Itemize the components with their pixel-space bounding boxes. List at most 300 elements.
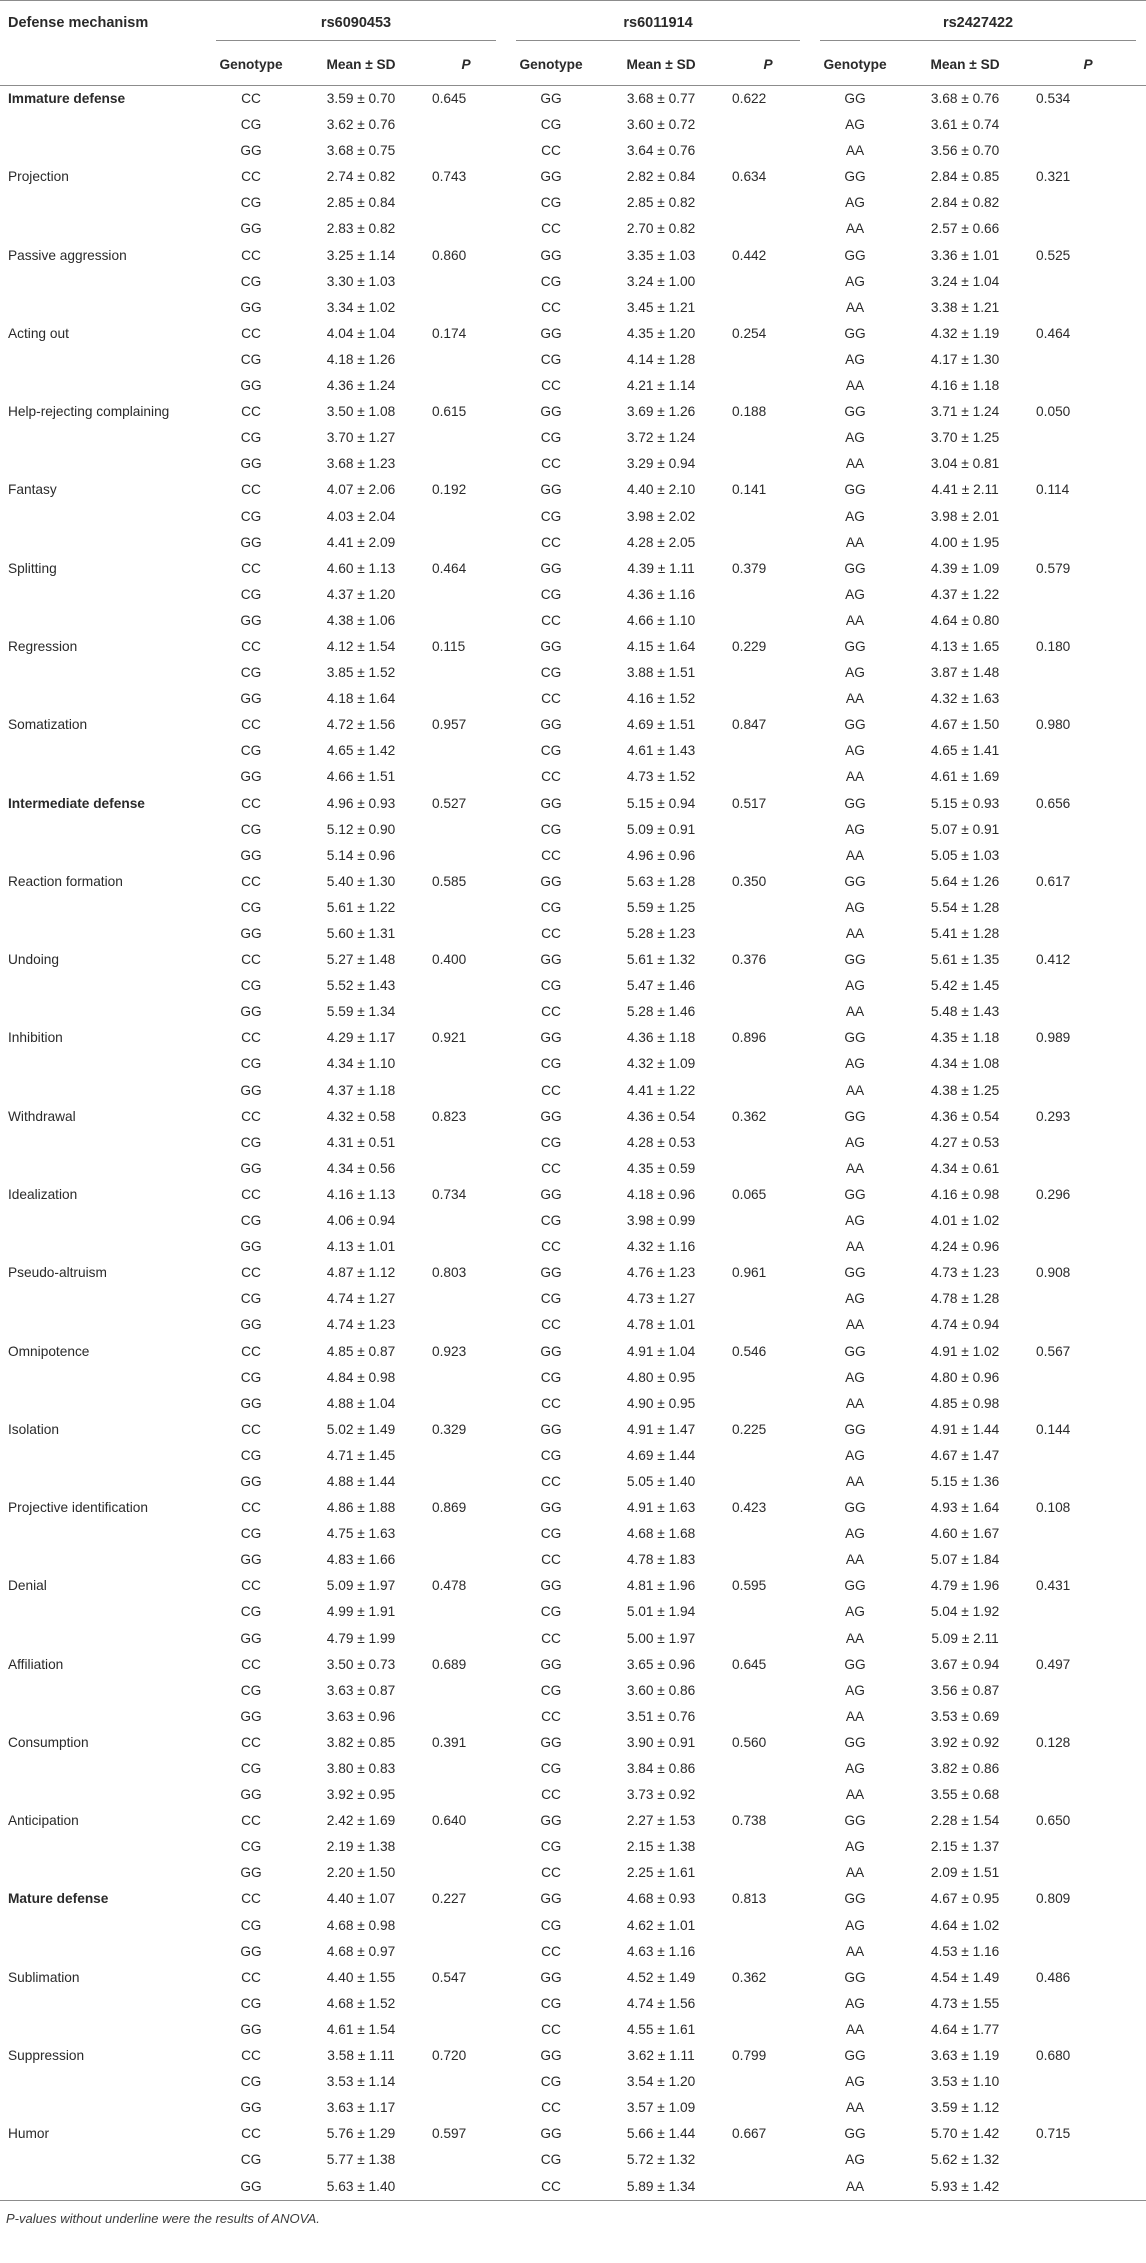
header-row-groups bbox=[0, 1, 1146, 46]
genotype-cell: CG bbox=[240, 978, 262, 994]
p-value-cell bbox=[726, 347, 810, 373]
table-row bbox=[0, 1443, 1146, 1469]
p-value-cell bbox=[426, 1391, 506, 1417]
mean-sd-cell: 4.41 ± 2.09 bbox=[326, 534, 396, 550]
mean-sd-cell: 4.27 ± 0.53 bbox=[930, 1134, 1000, 1150]
mean-sd-cell: 4.61 ± 1.54 bbox=[326, 2021, 396, 2037]
mean-sd-cell: 4.61 ± 1.69 bbox=[930, 769, 1000, 785]
p-value-cell bbox=[426, 1443, 506, 1469]
table-row bbox=[0, 477, 1146, 503]
p-value-cell: 0.114 bbox=[1036, 482, 1070, 498]
mean-sd-cell: 4.68 ± 0.93 bbox=[626, 1891, 696, 1907]
mean-sd-cell: 4.85 ± 0.98 bbox=[930, 1395, 1000, 1411]
mean-sd-cell: 4.66 ± 1.51 bbox=[326, 769, 396, 785]
p-value-cell bbox=[726, 1834, 810, 1860]
mean-sd-cell: 5.93 ± 1.42 bbox=[900, 2174, 1030, 2201]
mean-sd-cell: 4.53 ± 1.16 bbox=[930, 1943, 1000, 1959]
p-value-cell: 0.634 bbox=[732, 169, 767, 185]
mean-sd-cell: 2.74 ± 0.82 bbox=[326, 169, 396, 185]
table-row bbox=[0, 1678, 1146, 1704]
table-row bbox=[0, 764, 1146, 790]
mean-sd-cell: 4.16 ± 1.52 bbox=[626, 691, 696, 707]
genotype-cell: GG bbox=[240, 1708, 262, 1724]
mean-sd-cell: 4.37 ± 1.22 bbox=[930, 586, 1000, 602]
mean-sd-cell: 4.03 ± 2.04 bbox=[326, 508, 396, 524]
mean-sd-cell: 4.32 ± 1.16 bbox=[626, 1239, 696, 1255]
p-value-cell bbox=[426, 1234, 506, 1260]
defense-mechanism-cell bbox=[0, 1834, 206, 1860]
p-value-cell: 0.464 bbox=[1036, 325, 1071, 341]
p-value-cell bbox=[1030, 138, 1146, 164]
mean-sd-cell: 4.07 ± 2.06 bbox=[326, 482, 396, 498]
table-row bbox=[0, 425, 1146, 451]
genotype-cell: GG bbox=[844, 91, 866, 106]
genotype-cell: GG bbox=[240, 1473, 262, 1489]
genotype-cell: CG bbox=[240, 899, 262, 915]
genotype-cell: GG bbox=[540, 1265, 562, 1281]
p-value-cell: 0.896 bbox=[732, 1030, 767, 1046]
table-row bbox=[0, 1808, 1146, 1834]
genotype-cell: AA bbox=[845, 769, 865, 785]
genotype-cell: AG bbox=[845, 899, 865, 915]
mean-sd-cell: 5.61 ± 1.35 bbox=[930, 952, 1000, 968]
mean-sd-cell: 4.37 ± 1.20 bbox=[326, 586, 396, 602]
table-row bbox=[0, 1886, 1146, 1912]
mean-sd-cell: 2.70 ± 0.82 bbox=[626, 221, 696, 237]
footnote: P-values without underline were the results of ANOVA. bbox=[6, 2210, 320, 2226]
mean-sd-cell: 3.87 ± 1.48 bbox=[930, 665, 1000, 681]
genotype-cell: CG bbox=[540, 1213, 562, 1229]
mean-sd-cell: 4.96 ± 0.96 bbox=[626, 847, 696, 863]
genotype-cell: GG bbox=[844, 1186, 866, 1202]
p-value-cell: 0.478 bbox=[432, 1578, 467, 1594]
mean-sd-cell: 4.16 ± 0.98 bbox=[930, 1186, 1000, 1202]
mean-sd-cell: 4.31 ± 0.51 bbox=[326, 1134, 396, 1150]
mean-sd-cell: 4.67 ± 0.95 bbox=[930, 1891, 1000, 1907]
p-value-cell bbox=[726, 843, 810, 869]
genotype-cell: CG bbox=[540, 743, 562, 759]
header-group-label: rs2427422 bbox=[820, 6, 1136, 41]
p-value-cell: 0.615 bbox=[432, 404, 467, 420]
mean-sd-cell: 4.79 ± 1.99 bbox=[326, 1630, 396, 1646]
defense-mechanism-cell bbox=[0, 843, 206, 869]
mean-sd-cell: 4.35 ± 1.20 bbox=[626, 325, 696, 341]
mean-sd-cell: 4.40 ± 1.55 bbox=[326, 1969, 396, 1985]
genotype-cell: GG bbox=[540, 404, 562, 420]
mean-sd-cell: 4.99 ± 1.91 bbox=[326, 1604, 396, 1620]
p-value-cell bbox=[1030, 1913, 1146, 1939]
genotype-cell: CC bbox=[241, 91, 261, 106]
genotype-cell: CC bbox=[541, 1317, 561, 1333]
p-value-cell: 0.464 bbox=[432, 560, 467, 576]
p-value-cell bbox=[426, 347, 506, 373]
header-genotype: Genotype bbox=[219, 57, 283, 72]
defense-mechanism-cell bbox=[0, 1626, 206, 1652]
p-value-cell bbox=[726, 2174, 810, 2201]
mean-sd-cell: 5.63 ± 1.40 bbox=[296, 2174, 426, 2201]
mean-sd-cell: 4.71 ± 1.45 bbox=[326, 1447, 396, 1463]
p-value-cell: 0.640 bbox=[432, 1813, 467, 1829]
mean-sd-cell: 3.30 ± 1.03 bbox=[326, 273, 396, 289]
table-row bbox=[0, 2095, 1146, 2121]
header-group-rs6090453 bbox=[206, 1, 506, 46]
genotype-cell: GG bbox=[540, 1030, 562, 1046]
genotype-cell: GG bbox=[844, 1265, 866, 1281]
p-value-cell bbox=[1030, 686, 1146, 712]
p-value-cell bbox=[426, 2147, 506, 2173]
genotype-cell: CC bbox=[241, 404, 261, 420]
defense-mechanism-cell bbox=[0, 1521, 206, 1547]
genotype-cell: GG bbox=[844, 1578, 866, 1594]
genotype-cell: GG bbox=[540, 1421, 562, 1437]
p-value-cell bbox=[1030, 2095, 1146, 2121]
defense-mechanism-cell: Acting out bbox=[8, 325, 69, 341]
mean-sd-cell: 4.64 ± 0.80 bbox=[930, 612, 1000, 628]
genotype-cell: GG bbox=[540, 2048, 562, 2064]
p-value-cell: 0.908 bbox=[1036, 1265, 1071, 1281]
mean-sd-cell: 4.01 ± 1.02 bbox=[930, 1213, 1000, 1229]
header-defense-mechanism: Defense mechanism bbox=[8, 15, 149, 31]
header-mean-sd: Mean ± SD bbox=[930, 57, 1000, 72]
p-value-cell: 0.597 bbox=[432, 2126, 467, 2142]
genotype-cell: CG bbox=[240, 1291, 262, 1307]
mean-sd-cell: 5.61 ± 1.22 bbox=[326, 899, 396, 915]
p-value-cell bbox=[1030, 1208, 1146, 1234]
defense-mechanism-cell bbox=[0, 1782, 206, 1808]
mean-sd-cell: 3.64 ± 0.76 bbox=[626, 143, 696, 159]
mean-sd-cell: 4.80 ± 0.96 bbox=[930, 1369, 1000, 1385]
p-value-cell: 0.144 bbox=[1036, 1421, 1071, 1437]
genotype-cell: GG bbox=[240, 534, 262, 550]
genotype-cell: CC bbox=[541, 534, 561, 550]
genotype-cell: CG bbox=[240, 1604, 262, 1620]
p-value-cell: 0.128 bbox=[1036, 1734, 1071, 1750]
defense-mechanism-cell bbox=[0, 1130, 206, 1156]
p-value-cell bbox=[1030, 347, 1146, 373]
defense-mechanism-cell: Intermediate defense bbox=[8, 795, 145, 811]
p-value-cell: 0.689 bbox=[432, 1656, 467, 1672]
genotype-cell: CG bbox=[540, 1682, 562, 1698]
table-row bbox=[0, 1599, 1146, 1625]
p-value-cell bbox=[726, 1391, 810, 1417]
mean-sd-cell: 4.68 ± 1.68 bbox=[626, 1526, 696, 1542]
mean-sd-cell: 4.36 ± 0.54 bbox=[626, 1108, 696, 1124]
p-value-cell bbox=[726, 138, 810, 164]
mean-sd-cell: 5.28 ± 1.46 bbox=[626, 1004, 696, 1020]
genotype-cell: CC bbox=[241, 1891, 261, 1907]
p-value-cell bbox=[726, 1626, 810, 1652]
defense-mechanism-cell bbox=[0, 1991, 206, 2017]
mean-sd-cell: 4.72 ± 1.56 bbox=[326, 717, 396, 733]
defense-mechanism-cell: Projection bbox=[8, 169, 69, 185]
mean-sd-cell: 4.66 ± 1.10 bbox=[626, 612, 696, 628]
defense-mechanism-cell bbox=[0, 1078, 206, 1104]
table-row bbox=[0, 1391, 1146, 1417]
mean-sd-cell: 3.59 ± 1.12 bbox=[930, 2100, 1000, 2116]
table-row bbox=[0, 1965, 1146, 1991]
header-mean-sd: Mean ± SD bbox=[626, 57, 696, 72]
genotype-cell: CG bbox=[240, 1134, 262, 1150]
mean-sd-cell: 5.09 ± 1.97 bbox=[326, 1578, 396, 1594]
p-value-cell bbox=[1030, 1391, 1146, 1417]
table-row bbox=[0, 530, 1146, 556]
defense-mechanism-cell bbox=[0, 2069, 206, 2095]
mean-sd-cell: 2.57 ± 0.66 bbox=[930, 221, 1000, 237]
genotype-cell: AG bbox=[845, 665, 865, 681]
table-row bbox=[0, 1025, 1146, 1051]
defense-mechanism-cell bbox=[0, 1469, 206, 1495]
mean-sd-cell: 4.74 ± 0.94 bbox=[930, 1317, 1000, 1333]
mean-sd-cell: 4.91 ± 1.44 bbox=[930, 1421, 1000, 1437]
p-value-cell: 0.486 bbox=[1036, 1969, 1071, 1985]
mean-sd-cell: 4.75 ± 1.63 bbox=[326, 1526, 396, 1542]
p-value-cell bbox=[1030, 1704, 1146, 1730]
genotype-cell: GG bbox=[240, 1395, 262, 1411]
genotype-cell: CC bbox=[541, 769, 561, 785]
p-value-cell bbox=[726, 686, 810, 712]
defense-mechanism-cell: Splitting bbox=[8, 560, 57, 576]
defense-mechanism-cell bbox=[0, 1678, 206, 1704]
genotype-cell: CG bbox=[540, 1604, 562, 1620]
mean-sd-cell: 4.39 ± 1.11 bbox=[627, 560, 695, 576]
mean-sd-cell: 3.63 ± 0.87 bbox=[326, 1682, 396, 1698]
table-row bbox=[0, 1104, 1146, 1130]
defense-mechanism-cell bbox=[0, 1913, 206, 1939]
p-value-cell: 0.680 bbox=[1036, 2048, 1071, 2064]
p-value-cell: 0.174 bbox=[432, 325, 467, 341]
mean-sd-cell: 5.04 ± 1.92 bbox=[930, 1604, 1000, 1620]
p-value-cell: 0.595 bbox=[732, 1578, 767, 1594]
table-row bbox=[0, 686, 1146, 712]
mean-sd-cell: 4.83 ± 1.66 bbox=[326, 1552, 396, 1568]
p-value-cell: 0.622 bbox=[732, 91, 767, 106]
mean-sd-cell: 4.40 ± 2.10 bbox=[626, 482, 696, 498]
mean-sd-cell: 3.63 ± 1.17 bbox=[326, 2100, 396, 2116]
mean-sd-cell: 3.90 ± 0.91 bbox=[626, 1734, 696, 1750]
genotype-cell: AG bbox=[845, 1056, 865, 1072]
mean-sd-cell: 3.53 ± 1.14 bbox=[326, 2074, 396, 2090]
table-row bbox=[0, 634, 1146, 660]
table-row bbox=[0, 164, 1146, 190]
genotype-cell: AA bbox=[845, 2021, 865, 2037]
genotype-cell: GG bbox=[240, 1317, 262, 1333]
p-value-cell: 0.534 bbox=[1036, 91, 1071, 106]
genotype-cell: CG bbox=[540, 1056, 562, 1072]
mean-sd-cell: 4.16 ± 1.13 bbox=[326, 1186, 396, 1202]
p-value-cell bbox=[726, 2069, 810, 2095]
table-row bbox=[0, 1208, 1146, 1234]
genotype-cell: GG bbox=[240, 299, 262, 315]
defense-mechanism-cell bbox=[0, 1051, 206, 1077]
genotype-cell: GG bbox=[206, 2174, 296, 2201]
p-value-cell bbox=[1030, 1286, 1146, 1312]
p-value-cell bbox=[726, 2095, 810, 2121]
genotype-cell: CC bbox=[541, 1473, 561, 1489]
p-value-cell bbox=[426, 1365, 506, 1391]
table-row bbox=[0, 1652, 1146, 1678]
genotype-cell: AA bbox=[810, 2174, 900, 2201]
p-value-cell bbox=[726, 1051, 810, 1077]
p-value-cell bbox=[1030, 216, 1146, 242]
mean-sd-cell: 3.80 ± 0.83 bbox=[326, 1761, 396, 1776]
table-row bbox=[0, 1782, 1146, 1808]
defense-mechanism-cell bbox=[0, 1599, 206, 1625]
genotype-cell: CG bbox=[540, 821, 562, 837]
genotype-cell: GG bbox=[844, 638, 866, 654]
mean-sd-cell: 4.68 ± 0.98 bbox=[326, 1917, 396, 1933]
mean-sd-cell: 5.15 ± 1.36 bbox=[930, 1473, 1000, 1489]
mean-sd-cell: 5.76 ± 1.29 bbox=[326, 2126, 396, 2142]
p-value-cell: 0.379 bbox=[732, 560, 767, 576]
p-value-cell: 0.350 bbox=[732, 873, 767, 889]
genotype-cell: CC bbox=[541, 1082, 561, 1098]
p-value-cell bbox=[426, 2017, 506, 2043]
genotype-cell: CC bbox=[241, 1343, 261, 1359]
p-value-cell bbox=[426, 1051, 506, 1077]
p-value-cell: 0.188 bbox=[732, 404, 767, 420]
defense-mechanism-cell: Sublimation bbox=[8, 1969, 80, 1985]
p-value-cell bbox=[426, 843, 506, 869]
p-value-cell bbox=[726, 1913, 810, 1939]
p-value-cell: 0.329 bbox=[432, 1421, 467, 1437]
mean-sd-cell: 5.27 ± 1.48 bbox=[326, 952, 396, 968]
p-value-cell: 0.734 bbox=[432, 1186, 467, 1202]
p-value-cell bbox=[1030, 999, 1146, 1025]
mean-sd-cell: 5.15 ± 0.94 bbox=[626, 795, 696, 811]
table-row bbox=[0, 138, 1146, 164]
genotype-cell: CG bbox=[240, 665, 262, 681]
p-value-cell bbox=[726, 373, 810, 399]
p-value-cell bbox=[426, 295, 506, 321]
table-row bbox=[0, 295, 1146, 321]
p-value-cell: 0.645 bbox=[432, 91, 467, 106]
genotype-cell: GG bbox=[240, 221, 262, 237]
genotype-cell: GG bbox=[540, 1578, 562, 1594]
mean-sd-cell: 4.73 ± 1.55 bbox=[930, 1995, 1000, 2011]
defense-mechanism-cell: Idealization bbox=[8, 1186, 78, 1202]
defense-mechanism-cell bbox=[0, 425, 206, 451]
p-value-cell bbox=[1030, 1782, 1146, 1808]
genotype-cell: AA bbox=[845, 299, 865, 315]
mean-sd-cell: 4.60 ± 1.67 bbox=[930, 1526, 1000, 1542]
defense-mechanism-cell bbox=[0, 1443, 206, 1469]
defense-mechanism-cell bbox=[0, 817, 206, 843]
mean-sd-cell: 4.76 ± 1.23 bbox=[626, 1265, 696, 1281]
mean-sd-cell: 4.06 ± 0.94 bbox=[326, 1213, 396, 1229]
p-value-cell bbox=[426, 1286, 506, 1312]
mean-sd-cell: 3.98 ± 2.02 bbox=[626, 508, 696, 524]
genotype-cell: CG bbox=[540, 195, 562, 211]
p-value-cell bbox=[726, 1469, 810, 1495]
genotype-cell: AA bbox=[845, 534, 865, 550]
table-row bbox=[0, 921, 1146, 947]
mean-sd-cell: 5.47 ± 1.46 bbox=[626, 978, 696, 994]
p-value-cell: 0.362 bbox=[732, 1108, 767, 1124]
genotype-cell: GG bbox=[844, 1108, 866, 1124]
table-row bbox=[0, 738, 1146, 764]
p-value-cell bbox=[426, 1704, 506, 1730]
table-row bbox=[0, 895, 1146, 921]
mean-sd-cell: 4.41 ± 2.11 bbox=[931, 482, 999, 498]
p-value-cell bbox=[426, 1130, 506, 1156]
genotype-cell: AA bbox=[845, 691, 865, 707]
p-value-cell bbox=[426, 216, 506, 242]
mean-sd-cell: 4.13 ± 1.01 bbox=[326, 1239, 396, 1255]
mean-sd-cell: 4.41 ± 1.22 bbox=[626, 1082, 696, 1098]
defense-mechanism-cell: Humor bbox=[8, 2126, 50, 2142]
p-value-cell: 0.961 bbox=[732, 1265, 767, 1281]
genotype-cell: CC bbox=[541, 1552, 561, 1568]
genotype-cell: CG bbox=[540, 117, 562, 133]
defense-mechanism-cell bbox=[0, 738, 206, 764]
p-value-cell bbox=[726, 1078, 810, 1104]
genotype-cell: CC bbox=[541, 1004, 561, 1020]
defense-mechanism-cell: Reaction formation bbox=[8, 873, 123, 889]
table-row bbox=[0, 1312, 1146, 1338]
table-row bbox=[0, 999, 1146, 1025]
mean-sd-cell: 4.78 ± 1.01 bbox=[626, 1317, 696, 1333]
genotype-cell: CC bbox=[241, 1186, 261, 1202]
genotype-cell: AG bbox=[845, 1134, 865, 1150]
genotype-cell: AG bbox=[845, 1604, 865, 1620]
p-value-cell bbox=[726, 582, 810, 608]
genotype-cell: CG bbox=[240, 430, 262, 446]
defense-mechanism-cell: Projective identification bbox=[8, 1500, 148, 1516]
mean-sd-cell: 4.35 ± 0.59 bbox=[626, 1160, 696, 1176]
table-row bbox=[0, 1860, 1146, 1886]
genotype-cell: GG bbox=[844, 1813, 866, 1829]
p-value-cell bbox=[726, 1365, 810, 1391]
genotype-cell: CG bbox=[540, 586, 562, 602]
table-row bbox=[0, 1626, 1146, 1652]
mean-sd-cell: 4.13 ± 1.65 bbox=[930, 638, 1000, 654]
genotype-cell: GG bbox=[844, 1734, 866, 1750]
table-row bbox=[0, 1547, 1146, 1573]
table-row bbox=[0, 373, 1146, 399]
mean-sd-cell: 4.73 ± 1.27 bbox=[626, 1291, 696, 1307]
mean-sd-cell: 4.17 ± 1.30 bbox=[930, 351, 1000, 367]
p-value-cell bbox=[1030, 1051, 1146, 1077]
table-row bbox=[0, 347, 1146, 373]
genotype-cell: AA bbox=[845, 1943, 865, 1959]
table-row bbox=[0, 1913, 1146, 1939]
p-value-cell bbox=[426, 1991, 506, 2017]
table-row bbox=[0, 243, 1146, 269]
genotype-cell: GG bbox=[844, 2048, 866, 2064]
genotype-cell: CG bbox=[240, 2074, 262, 2090]
p-value-cell bbox=[726, 1678, 810, 1704]
genotype-cell: GG bbox=[540, 1734, 562, 1750]
defense-mechanism-cell bbox=[0, 1208, 206, 1234]
genotype-cell: GG bbox=[240, 378, 262, 394]
mean-sd-cell: 2.28 ± 1.54 bbox=[930, 1813, 1000, 1829]
genotype-cell: AA bbox=[845, 143, 865, 159]
defense-mechanism-cell bbox=[0, 921, 206, 947]
genotype-cell: GG bbox=[540, 795, 562, 811]
genotype-cell: GG bbox=[844, 1656, 866, 1672]
mean-sd-cell: 4.65 ± 1.42 bbox=[326, 743, 396, 759]
genotype-cell: GG bbox=[240, 1004, 262, 1020]
mean-sd-cell: 3.56 ± 0.70 bbox=[930, 143, 1000, 159]
mean-sd-cell: 3.45 ± 1.21 bbox=[626, 299, 696, 315]
genotype-cell: GG bbox=[844, 1343, 866, 1359]
genotype-cell: CG bbox=[540, 1447, 562, 1463]
mean-sd-cell: 3.71 ± 1.24 bbox=[930, 404, 1000, 420]
p-value-cell bbox=[1030, 373, 1146, 399]
p-value-cell bbox=[726, 817, 810, 843]
mean-sd-cell: 4.15 ± 1.64 bbox=[626, 638, 696, 654]
p-value-cell bbox=[1030, 530, 1146, 556]
